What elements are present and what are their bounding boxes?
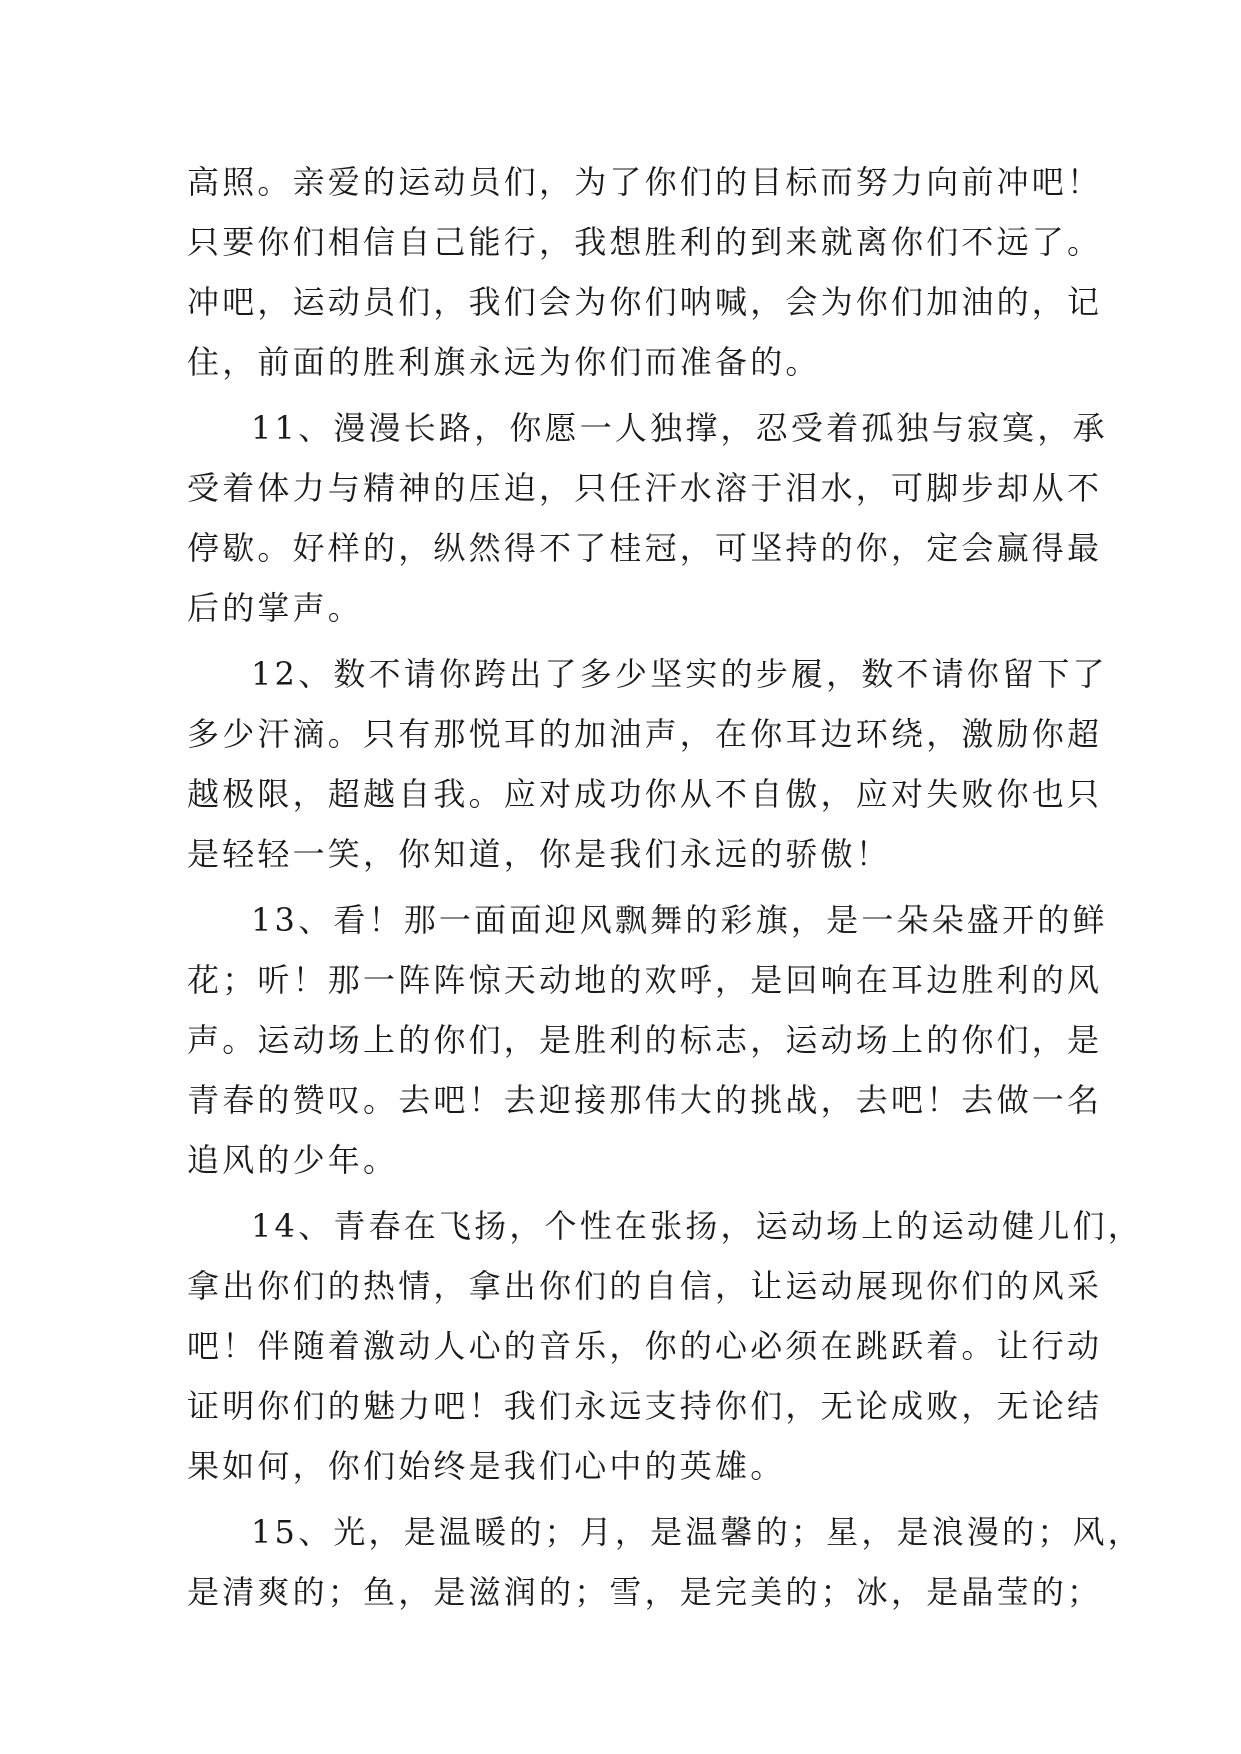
text-line: 证明你们的魅力吧！我们永远支持你们，无论成败，无论结	[187, 1387, 1103, 1425]
paragraph-15	[187, 1502, 1143, 1622]
paragraph-14	[187, 1196, 1143, 1496]
paragraph-11	[187, 398, 1108, 638]
text-line: 12、数不请你跨出了多少坚实的步履，数不请你留下了	[251, 655, 1108, 693]
text-line: 吧！伴随着激动人心的音乐，你的心必须在跳跃着。让行动	[187, 1327, 1103, 1365]
text-line: 是清爽的；鱼，是滋润的；雪，是完美的；冰，是晶莹的；	[187, 1573, 1103, 1611]
text-line: 越极限，超越自我。应对成功你从不自傲，应对失败你也只	[187, 775, 1103, 813]
paragraph-continuation	[187, 152, 1103, 392]
text-line: 13、看！那一面面迎风飘舞的彩旗，是一朵朵盛开的鲜	[251, 901, 1108, 939]
document-body	[187, 152, 1143, 1622]
text-line: 14、青春在飞扬，个性在张扬，运动场上的运动健儿们，	[251, 1207, 1143, 1245]
text-line: 花；听！那一阵阵惊天动地的欢呼，是回响在耳边胜利的风	[187, 961, 1103, 999]
text-line: 只要你们相信自己能行，我想胜利的到来就离你们不远了。	[187, 223, 1103, 261]
text-line: 11、漫漫长路，你愿一人独撑，忍受着孤独与寂寞，承	[251, 409, 1108, 447]
text-line: 声。运动场上的你们，是胜利的标志，运动场上的你们，是	[187, 1021, 1103, 1059]
paragraph-13	[187, 890, 1108, 1190]
text-line: 住，前面的胜利旗永远为你们而准备的。	[187, 343, 821, 381]
text-line: 15、光，是温暖的；月，是温馨的；星，是浪漫的；风，	[251, 1513, 1143, 1551]
text-line: 青春的赞叹。去吧！去迎接那伟大的挑战，去吧！去做一名	[187, 1081, 1103, 1119]
text-line: 受着体力与精神的压迫，只任汗水溶于泪水，可脚步却从不	[187, 469, 1103, 507]
text-line: 多少汗滴。只有那悦耳的加油声，在你耳边环绕，激励你超	[187, 715, 1103, 753]
text-line: 果如何，你们始终是我们心中的英雄。	[187, 1447, 786, 1485]
text-line: 高照。亲爱的运动员们，为了你们的目标而努力向前冲吧！	[187, 163, 1103, 201]
text-line: 冲吧，运动员们，我们会为你们呐喊，会为你们加油的，记	[187, 283, 1103, 321]
text-line: 是轻轻一笑，你知道，你是我们永远的骄傲！	[187, 835, 892, 873]
text-line: 后的掌声。	[187, 589, 364, 627]
text-line: 停歇。好样的，纵然得不了桂冠，可坚持的你，定会赢得最	[187, 529, 1103, 567]
text-line: 拿出你们的热情，拿出你们的自信，让运动展现你们的风采	[187, 1267, 1103, 1305]
text-line: 追风的少年。	[187, 1141, 399, 1179]
paragraph-12	[187, 644, 1108, 884]
